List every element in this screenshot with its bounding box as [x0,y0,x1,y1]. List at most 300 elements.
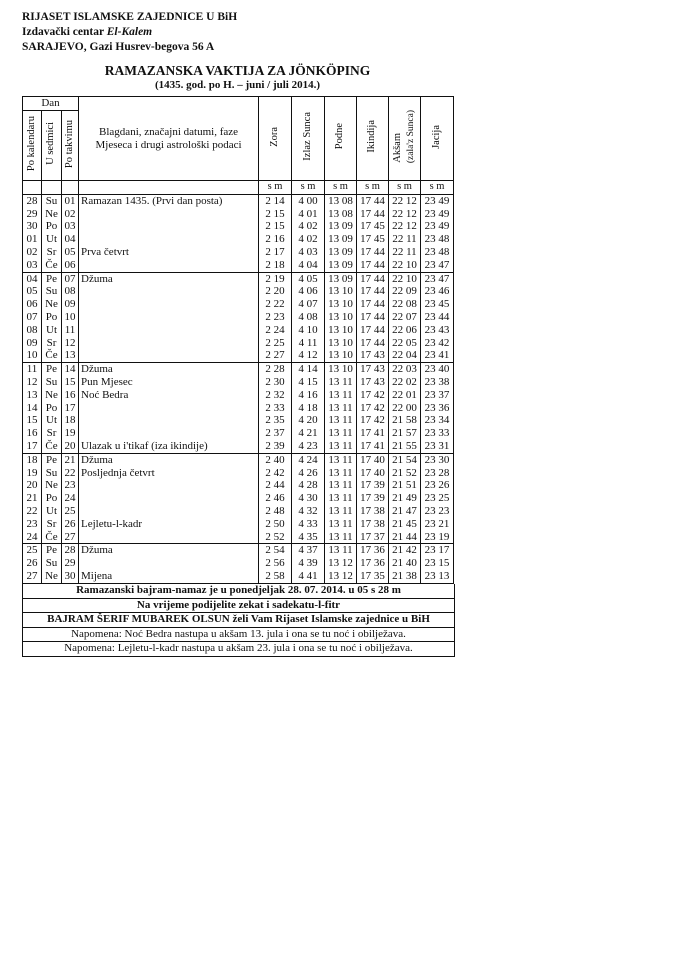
zora-time: 2 28 [259,363,292,376]
calendar-day: 12 [23,376,42,389]
description [79,427,259,440]
podne-time: 13 11 [325,492,357,505]
calendar-day: 23 [23,518,42,531]
weekday: Sr [42,337,62,350]
description [79,298,259,311]
zora-header [259,97,292,181]
izlaz-time: 4 10 [292,324,325,337]
ikindija-time: 17 44 [357,194,389,207]
jacija-time: 23 38 [421,376,454,389]
zekat-note: Na vrijeme podijelite zekat i sadekatu-l-fitr [23,599,454,614]
aksam-time: 22 01 [389,389,421,402]
jacija-label: Jacija [430,124,442,149]
ikindija-time: 17 41 [357,427,389,440]
calendar-day: 29 [23,208,42,221]
weekday: Su [42,376,62,389]
table-row [23,220,454,233]
aksam-time: 22 10 [389,272,421,285]
ikindija-time: 17 44 [357,311,389,324]
calendar-day: 14 [23,402,42,415]
ikindija-time: 17 44 [357,208,389,221]
jacija-time: 23 48 [421,233,454,246]
ikindija-time: 17 43 [357,376,389,389]
takvim-day: 07 [62,272,79,285]
calendar-day: 08 [23,324,42,337]
zora-time: 2 14 [259,194,292,207]
aksam-header [389,97,421,181]
table-row [23,208,454,221]
aksam-time: 22 05 [389,337,421,350]
podne-time: 13 08 [325,194,357,207]
description-header-line1: Blagdani, značajni datumi, faze [99,125,238,138]
aksam-label: Akšam [391,133,403,164]
weekday: Po [42,311,62,324]
calendar-day: 11 [23,363,42,376]
izlaz-time: 4 21 [292,427,325,440]
takvim-day: 18 [62,414,79,427]
table-row [23,414,454,427]
izlaz-time: 4 39 [292,557,325,570]
ikindija-time: 17 36 [357,544,389,557]
takvim-day: 19 [62,427,79,440]
calendar-day: 13 [23,389,42,402]
aksam-time: 22 03 [389,363,421,376]
zora-time: 2 35 [259,414,292,427]
ikindija-header [357,97,389,181]
calendar-day: 24 [23,531,42,544]
jacija-time: 23 25 [421,492,454,505]
footer-notes [22,584,455,657]
izlaz-time: 4 02 [292,220,325,233]
podne-time: 13 11 [325,467,357,480]
takvim-day: 17 [62,402,79,415]
bajram-note: Ramazanski bajram-namaz je u ponedjeljak 28. 07. 2014. u 05 s 28 m [23,584,454,599]
podne-time: 13 11 [325,414,357,427]
izlaz-time: 4 20 [292,414,325,427]
takvim-day: 14 [62,363,79,376]
zora-time: 2 37 [259,427,292,440]
weekday: Ut [42,414,62,427]
takvim-day: 29 [62,557,79,570]
description: Lejletu-l-kadr [79,518,259,531]
takvim-day: 10 [62,311,79,324]
podne-time: 13 10 [325,311,357,324]
jacija-time: 23 46 [421,285,454,298]
ikindija-label: Ikindija [366,120,378,153]
jacija-time: 23 17 [421,544,454,557]
izlaz-time: 4 03 [292,246,325,259]
ikindija-time: 17 39 [357,492,389,505]
calendar-day: 19 [23,467,42,480]
table-row [23,544,454,557]
izlaz-time: 4 12 [292,349,325,362]
podne-time: 13 10 [325,298,357,311]
takvim-day: 22 [62,467,79,480]
podne-time: 13 09 [325,220,357,233]
izlaz-time: 4 08 [292,311,325,324]
ikindija-time: 17 45 [357,233,389,246]
zora-time: 2 42 [259,467,292,480]
podne-time: 13 10 [325,324,357,337]
description [79,349,259,362]
podne-time: 13 11 [325,531,357,544]
unit-label: s m [357,181,389,195]
publisher-header [22,10,237,55]
napomena-kadr: Napomena: Lejletu-l-kadr nastupa u akšam 23. jula i ona se tu noć i obilježava. [23,642,454,657]
podne-time: 13 10 [325,349,357,362]
po-kalendaru-header [23,111,42,181]
takvim-day: 28 [62,544,79,557]
ikindija-time: 17 40 [357,453,389,466]
publisher-center-label: Izdavački centar [22,26,104,38]
weekday: Ut [42,324,62,337]
izlaz-time: 4 26 [292,467,325,480]
ikindija-time: 17 43 [357,363,389,376]
weekday: Če [42,349,62,362]
weekday: Pe [42,453,62,466]
table-row [23,479,454,492]
calendar-day: 02 [23,246,42,259]
takvim-day: 03 [62,220,79,233]
izlaz-time: 4 07 [292,298,325,311]
jacija-time: 23 49 [421,194,454,207]
jacija-time: 23 47 [421,259,454,272]
calendar-day: 22 [23,505,42,518]
izlaz-time: 4 33 [292,518,325,531]
weekday: Ne [42,389,62,402]
jacija-time: 23 49 [421,208,454,221]
aksam-time: 21 38 [389,570,421,583]
aksam-time: 22 02 [389,376,421,389]
podne-time: 13 10 [325,285,357,298]
weekday: Pe [42,272,62,285]
table-row [23,557,454,570]
zora-time: 2 23 [259,311,292,324]
zora-time: 2 40 [259,453,292,466]
ikindija-time: 17 42 [357,402,389,415]
calendar-day: 05 [23,285,42,298]
description [79,285,259,298]
aksam-time: 21 55 [389,440,421,453]
jacija-time: 23 30 [421,453,454,466]
takvim-day: 01 [62,194,79,207]
ikindija-time: 17 44 [357,298,389,311]
podne-time: 13 09 [325,259,357,272]
aksam-time: 22 12 [389,208,421,221]
takvim-day: 13 [62,349,79,362]
calendar-day: 26 [23,557,42,570]
description: Džuma [79,272,259,285]
podne-time: 13 11 [325,479,357,492]
jacija-time: 23 47 [421,272,454,285]
takvim-day: 25 [62,505,79,518]
izlaz-time: 4 24 [292,453,325,466]
weekday: Pe [42,544,62,557]
zora-time: 2 56 [259,557,292,570]
zora-time: 2 54 [259,544,292,557]
zora-time: 2 50 [259,518,292,531]
zora-time: 2 32 [259,389,292,402]
aksam-time: 22 00 [389,402,421,415]
description [79,492,259,505]
podne-time: 13 11 [325,453,357,466]
aksam-time: 22 07 [389,311,421,324]
aksam-time: 21 52 [389,467,421,480]
zora-time: 2 19 [259,272,292,285]
jacija-time: 23 15 [421,557,454,570]
weekday: Po [42,402,62,415]
table-row [23,440,454,453]
weekday: Ne [42,208,62,221]
calendar-day: 30 [23,220,42,233]
jacija-time: 23 41 [421,349,454,362]
ikindija-time: 17 39 [357,479,389,492]
podne-time: 13 11 [325,505,357,518]
weekday: Ut [42,233,62,246]
jacija-time: 23 13 [421,570,454,583]
podne-time: 13 10 [325,363,357,376]
description: Džuma [79,544,259,557]
ikindija-time: 17 44 [357,259,389,272]
table-row [23,402,454,415]
vaktija-table [22,96,454,584]
takvim-day: 26 [62,518,79,531]
ikindija-time: 17 44 [357,324,389,337]
calendar-day: 27 [23,570,42,583]
weekday: Ne [42,570,62,583]
table-row [23,259,454,272]
unit-label: s m [325,181,357,195]
takvim-day: 30 [62,570,79,583]
calendar-day: 04 [23,272,42,285]
description: Džuma [79,363,259,376]
description [79,531,259,544]
jacija-time: 23 49 [421,220,454,233]
publisher-name: RIJASET ISLAMSKE ZAJEDNICE U BiH [22,11,238,23]
table-row [23,246,454,259]
ikindija-time: 17 44 [357,272,389,285]
takvim-day: 21 [62,453,79,466]
unit-label: s m [389,181,421,195]
izlaz-time: 4 04 [292,259,325,272]
zora-time: 2 25 [259,337,292,350]
table-row [23,376,454,389]
calendar-day: 09 [23,337,42,350]
zora-time: 2 48 [259,505,292,518]
description: Mijena [79,570,259,583]
zora-time: 2 46 [259,492,292,505]
podne-time: 13 11 [325,427,357,440]
izlaz-time: 4 35 [292,531,325,544]
ikindija-time: 17 45 [357,220,389,233]
jacija-time: 23 34 [421,414,454,427]
zora-label: Zora [268,126,280,147]
mubarek-note: BAJRAM ŠERIF MUBAREK OLSUN želi Vam Rijaset Islamske zajednice u BiH [23,613,454,628]
takvim-day: 23 [62,479,79,492]
jacija-time: 23 48 [421,246,454,259]
podne-time: 13 11 [325,389,357,402]
table-row [23,285,454,298]
table-row [23,389,454,402]
weekday: Su [42,557,62,570]
unit-label: s m [421,181,454,195]
description-header-line2: Mjeseca i drugi astrološki podaci [95,138,242,151]
calendar-day: 06 [23,298,42,311]
ikindija-time: 17 37 [357,531,389,544]
description: Džuma [79,453,259,466]
weekday: Če [42,531,62,544]
jacija-header [421,97,454,181]
ikindija-time: 17 44 [357,246,389,259]
description [79,311,259,324]
jacija-time: 23 31 [421,440,454,453]
page-subtitle: (1435. god. po H. – juni / juli 2014.) [154,79,321,91]
aksam-time: 22 11 [389,233,421,246]
takvim-day: 06 [62,259,79,272]
zora-time: 2 15 [259,220,292,233]
zora-time: 2 18 [259,259,292,272]
podne-time: 13 08 [325,208,357,221]
aksam-time: 22 11 [389,246,421,259]
description [79,220,259,233]
takvim-day: 05 [62,246,79,259]
table-row [23,570,454,583]
aksam-time: 22 09 [389,285,421,298]
podne-time: 13 12 [325,570,357,583]
aksam-sub-label: (zala'z Sunca) [405,110,416,164]
podne-time: 13 09 [325,272,357,285]
jacija-time: 23 44 [421,311,454,324]
jacija-time: 23 36 [421,402,454,415]
jacija-time: 23 43 [421,324,454,337]
podne-time: 13 11 [325,518,357,531]
calendar-day: 18 [23,453,42,466]
podne-label: Podne [334,123,346,150]
zora-time: 2 22 [259,298,292,311]
zora-time: 2 30 [259,376,292,389]
zora-time: 2 33 [259,402,292,415]
table-row [23,531,454,544]
aksam-time: 21 58 [389,414,421,427]
description: Noć Bedra [79,389,259,402]
jacija-time: 23 26 [421,479,454,492]
podne-header [325,97,357,181]
izlaz-time: 4 01 [292,208,325,221]
description [79,402,259,415]
aksam-time: 22 12 [389,194,421,207]
weekday: Su [42,194,62,207]
table-row [23,363,454,376]
jacija-time: 23 40 [421,363,454,376]
izlaz-time: 4 32 [292,505,325,518]
table-row [23,298,454,311]
unit-label: s m [259,181,292,195]
podne-time: 13 12 [325,557,357,570]
aksam-time: 21 51 [389,479,421,492]
table-row [23,453,454,466]
weekday: Po [42,220,62,233]
calendar-day: 28 [23,194,42,207]
calendar-day: 10 [23,349,42,362]
jacija-time: 23 23 [421,505,454,518]
takvim-day: 02 [62,208,79,221]
ikindija-time: 17 42 [357,414,389,427]
calendar-day: 07 [23,311,42,324]
ikindija-time: 17 41 [357,440,389,453]
izlaz-time: 4 41 [292,570,325,583]
jacija-time: 23 45 [421,298,454,311]
takvim-day: 15 [62,376,79,389]
izlaz-time: 4 37 [292,544,325,557]
zora-time: 2 39 [259,440,292,453]
izlaz-label: Izlaz Sunca [301,112,313,161]
table-row [23,272,454,285]
table-row [23,505,454,518]
izlaz-time: 4 28 [292,479,325,492]
aksam-time: 22 04 [389,349,421,362]
jacija-time: 23 33 [421,427,454,440]
ikindija-time: 17 38 [357,518,389,531]
izlaz-header [292,97,325,181]
calendar-day: 25 [23,544,42,557]
ikindija-time: 17 43 [357,349,389,362]
table-row [23,518,454,531]
zora-time: 2 17 [259,246,292,259]
description-header [79,97,259,181]
aksam-time: 21 49 [389,492,421,505]
weekday: Su [42,285,62,298]
unit-label: s m [292,181,325,195]
description [79,208,259,221]
takvim-day: 16 [62,389,79,402]
aksam-time: 22 10 [389,259,421,272]
jacija-time: 23 42 [421,337,454,350]
izlaz-time: 4 14 [292,363,325,376]
takvim-day: 27 [62,531,79,544]
napomena-bedr: Napomena: Noć Bedra nastupa u akšam 13. jula i ona se tu noć i obilježava. [23,628,454,643]
zora-time: 2 52 [259,531,292,544]
izlaz-time: 4 11 [292,337,325,350]
page-title: RAMAZANSKA VAKTIJA ZA JÖNKÖPING [104,63,371,78]
aksam-time: 21 57 [389,427,421,440]
calendar-day: 15 [23,414,42,427]
calendar-day: 01 [23,233,42,246]
ikindija-time: 17 36 [357,557,389,570]
izlaz-time: 4 30 [292,492,325,505]
izlaz-time: 4 00 [292,194,325,207]
weekday: Sr [42,518,62,531]
takvim-day: 08 [62,285,79,298]
timetable [22,96,454,584]
weekday: Su [42,467,62,480]
description: Prva četvrt [79,246,259,259]
aksam-time: 21 47 [389,505,421,518]
izlaz-time: 4 06 [292,285,325,298]
podne-time: 13 11 [325,440,357,453]
table-body [23,194,454,583]
table-row [23,427,454,440]
table-row [23,492,454,505]
table-row [23,194,454,207]
description: Posljednja četvrt [79,467,259,480]
description [79,505,259,518]
podne-time: 13 09 [325,233,357,246]
calendar-day: 17 [23,440,42,453]
table-row [23,324,454,337]
ikindija-time: 17 38 [357,505,389,518]
jacija-time: 23 19 [421,531,454,544]
description [79,337,259,350]
